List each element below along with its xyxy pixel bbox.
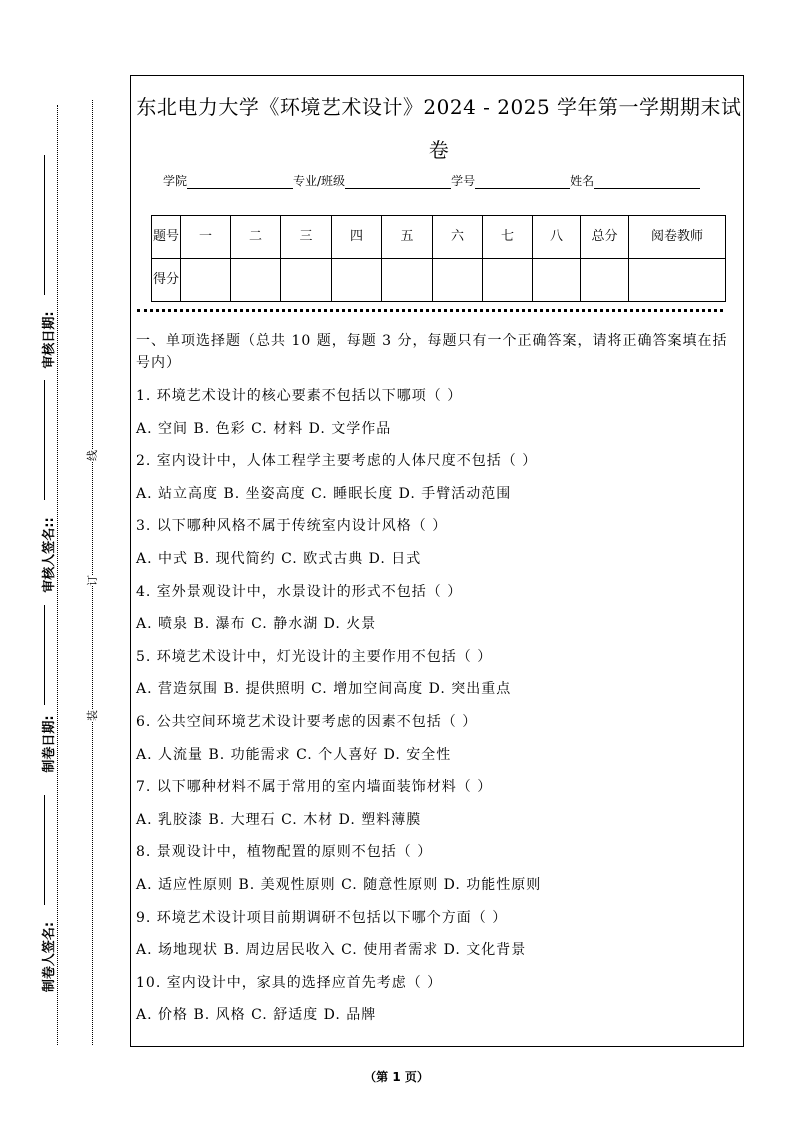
score-cell[interactable] xyxy=(483,259,533,302)
question-4-options: A. 喷泉 B. 瀑布 C. 静水湖 D. 火景 xyxy=(136,616,377,633)
compiler-signature-line xyxy=(44,795,45,905)
binding-char-xian: 线 xyxy=(86,450,99,461)
question-1: 1. 环境艺术设计的核心要素不包括以下哪项（ ） xyxy=(136,388,463,404)
binding-char-ding: 订 xyxy=(86,575,99,586)
class-blank[interactable] xyxy=(345,174,451,189)
score-table xyxy=(151,215,726,302)
score-cell[interactable] xyxy=(281,259,332,302)
col-header-total: 总分 xyxy=(581,216,629,259)
score-table-score-row xyxy=(152,259,726,302)
question-1-options: A. 空间 B. 色彩 C. 材料 D. 文学作品 xyxy=(136,420,392,437)
score-cell[interactable] xyxy=(332,259,382,302)
col-header-3: 三 xyxy=(281,216,332,259)
col-header-8: 八 xyxy=(533,216,581,259)
score-cell[interactable] xyxy=(382,259,433,302)
header-label-cell: 题号 xyxy=(152,216,181,259)
question-7: 7. 以下哪种材料不属于常用的室内墙面装饰材料（ ） xyxy=(136,779,493,796)
section-heading: 一、单项选择题（总共 10 题，每题 3 分，每题只有一个正确答案，请将正确答案填在括号内） xyxy=(136,333,728,371)
col-header-7: 七 xyxy=(483,216,533,259)
question-3-options: A. 中式 B. 现代简约 C. 欧式古典 D. 日式 xyxy=(136,550,422,567)
question-9-options: A. 场地现状 B. 周边居民收入 C. 使用者需求 D. 文化背景 xyxy=(136,942,527,959)
reviewer-signature-line xyxy=(44,380,45,500)
col-header-2: 二 xyxy=(231,216,281,259)
compile-date-label: 制卷日期: xyxy=(42,715,57,773)
question-2: 2. 室内设计中，人体工程学主要考虑的人体尺度不包括（ ） xyxy=(136,453,538,470)
question-6-options: A. 人流量 B. 功能需求 C. 个人喜好 D. 安全性 xyxy=(136,746,452,763)
col-header-grader: 阅卷教师 xyxy=(629,216,726,259)
question-10: 10. 室内设计中，家具的选择应首先考虑（ ） xyxy=(136,974,443,991)
score-cell[interactable] xyxy=(433,259,483,302)
col-header-5: 五 xyxy=(382,216,433,259)
info-label-class: 专业/班级 xyxy=(293,174,346,188)
col-header-1: 一 xyxy=(181,216,231,259)
question-5: 5. 环境艺术设计中，灯光设计的主要作用不包括（ ） xyxy=(136,648,493,665)
question-9: 9. 环境艺术设计项目前期调研不包括以下哪个方面（ ） xyxy=(136,909,508,926)
col-header-6: 六 xyxy=(433,216,483,259)
question-8: 8. 景观设计中，植物配置的原则不包括（ ） xyxy=(136,844,433,861)
section-one xyxy=(136,330,740,1032)
binding-dotted-line-outer xyxy=(57,105,58,1045)
info-label-name: 姓名 xyxy=(570,174,595,188)
score-cell[interactable] xyxy=(533,259,581,302)
question-2-options: A. 站立高度 B. 坐姿高度 C. 睡眠长度 D. 手臂活动范围 xyxy=(136,485,512,502)
question-6: 6. 公共空间环境艺术设计要考虑的因素不包括（ ） xyxy=(136,713,478,730)
score-label-cell: 得分 xyxy=(152,259,181,302)
col-header-4: 四 xyxy=(332,216,382,259)
section-divider xyxy=(137,309,723,312)
compiler-signature-label: 制卷人签名: xyxy=(42,921,57,993)
student-info-row xyxy=(163,172,700,190)
review-date-line xyxy=(44,155,45,295)
score-cell-grader[interactable] xyxy=(629,259,726,302)
page-number: （第 1 页） xyxy=(364,1070,429,1084)
score-cell[interactable] xyxy=(181,259,231,302)
binding-dotted-line-inner xyxy=(92,100,93,1045)
question-7-options: A. 乳胶漆 B. 大理石 C. 木材 D. 塑料薄膜 xyxy=(136,811,422,828)
question-8-options: A. 适应性原则 B. 美观性原则 C. 随意性原则 D. 功能性原则 xyxy=(136,876,542,893)
question-10-options: A. 价格 B. 风格 C. 舒适度 D. 品牌 xyxy=(136,1007,377,1024)
question-4: 4. 室外景观设计中，水景设计的形式不包括（ ） xyxy=(136,583,463,600)
student-id-blank[interactable] xyxy=(475,174,570,189)
info-label-student-id: 学号 xyxy=(451,174,476,188)
question-5-options: A. 营造氛围 B. 提供照明 C. 增加空间高度 D. 突出重点 xyxy=(136,681,512,698)
score-cell[interactable] xyxy=(231,259,281,302)
college-blank[interactable] xyxy=(187,174,293,189)
name-blank[interactable] xyxy=(594,174,700,189)
question-3: 3. 以下哪种风格不属于传统室内设计风格（ ） xyxy=(136,518,448,535)
score-table-header-row xyxy=(152,216,726,259)
binding-char-zhuang: 装 xyxy=(86,710,99,721)
score-cell-total[interactable] xyxy=(581,259,629,302)
reviewer-signature-label: 审核人签名:: xyxy=(42,517,57,593)
compile-date-line xyxy=(44,605,45,705)
info-label-college: 学院 xyxy=(163,174,188,188)
review-date-label: 审核日期: xyxy=(42,311,57,369)
exam-title: 东北电力大学《环境艺术设计》2024 - 2025 学年第一学期期末试卷 xyxy=(136,95,742,162)
